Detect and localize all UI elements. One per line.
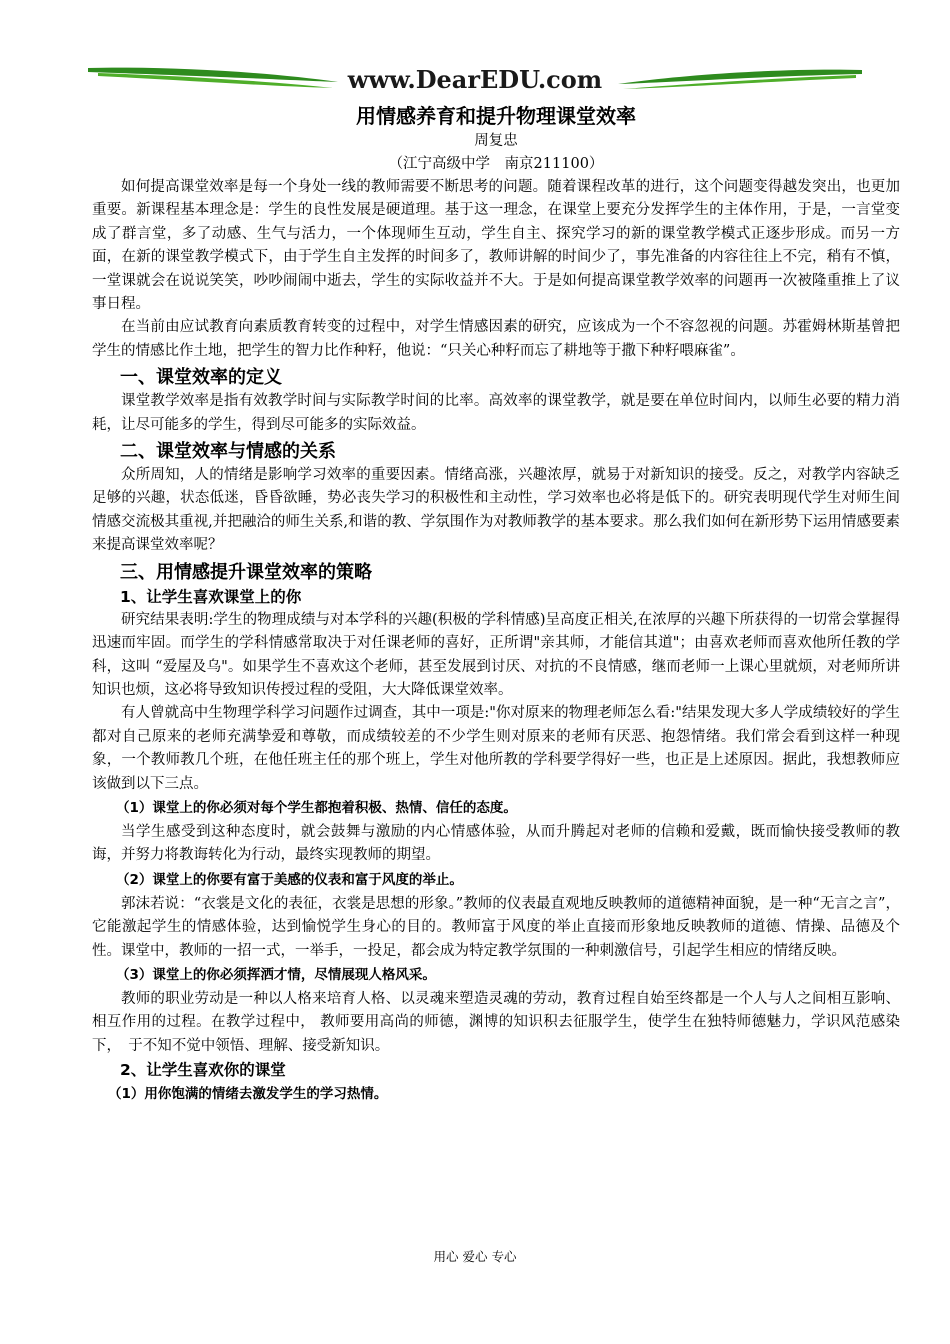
subsection-1-heading: 1、让学生喜欢课堂上的你 xyxy=(120,587,302,606)
section-1-heading: 一、课堂效率的定义 xyxy=(120,367,282,389)
section-2-heading: 二、课堂效率与情感的关系 xyxy=(120,441,336,463)
point-1-heading: （1）课堂上的你必须对每个学生都抱着积极、热情、信任的态度。 xyxy=(116,799,517,816)
subsection-1-paragraph-2: 有人曾就高中生物理学科学习问题作过调查，其中一项是:"你对原来的物理老师怎么看:"结果发现大多人学成绩较好的学生都对自己原来的老师充满挚爱和尊敬，而成绩较差的不少学生则对原来的老师有厌恶、抱怨情绪。我们常会看到这样一种现象，一个教师教几个班，在他任班主任的那个班上，学生对他所教的学科要学得好一些，也正是上述原因。据此，我想教师应该做到以下三点。 xyxy=(92,705,900,792)
subsection-2-point-1-heading: （1）用你饱满的情绪去激发学生的学习热情。 xyxy=(108,1086,388,1103)
article-body xyxy=(92,102,900,1107)
author-name: 周复忠 xyxy=(474,133,518,149)
banner-logo-text: www.DearEDU.com xyxy=(347,65,603,94)
article-title: 用情感养育和提升物理课堂效率 xyxy=(356,104,636,128)
page-footer: 用心 爱心 专心 xyxy=(433,1249,517,1264)
section-2-paragraph: 众所周知，人的情绪是影响学习效率的重要因素。情绪高涨，兴趣浓厚，就易于对新知识的接受。反之，对教学内容缺乏足够的兴趣，状态低迷，昏昏欲睡，势必丧失学习的积极性和主动性，学习效率也必将是低下的。研究表明现代学生对师生间情感交流极其重视,并把融洽的师生关系,和谐的教、学氛围作为对教师教学的基本要求。那么我们如何在新形势下运用情感要素来提高课堂效率呢？ xyxy=(92,467,900,554)
intro-paragraph-2: 在当前由应试教育向素质教育转变的过程中，对学生情感因素的研究，应该成为一个不容忽视的问题。苏霍姆林斯基曾把学生的情感比作土地，把学生的智力比作种籽，他说：“只关心种籽而忘了耕地等于撒下种籽喂麻雀”。 xyxy=(92,319,900,359)
author-affiliation: （江宁高级中学 南京211100） xyxy=(388,156,604,172)
point-1-paragraph: 当学生感受到这种态度时，就会鼓舞与激励的内心情感体验，从而升腾起对老师的信赖和爱戴，既而愉快接受教师的教诲，并努力将教诲转化为行动，最终实现教师的期望。 xyxy=(92,823,900,864)
site-banner-logo xyxy=(88,58,862,100)
subsection-1-paragraph-1: 研究结果表明:学生的物理成绩与对本学科的兴趣(积极的学科情感)呈高度正相关,在浓厚的兴趣下所获得的一切常会掌握得迅速而牢固。而学生的学科情感常取决于对任课老师的喜好，正所谓"亲其师，才能信其道"；由喜欢老师而喜欢他所任教的学科，这叫 “爱屋及乌"。如果学生不喜欢这个老师，甚至发展到讨厌、对抗的不良情感，继而老师一上课心里就烦，对老师所讲知识也烦，这必将导致知识传授过程的受阻，大大降低课堂效率。 xyxy=(92,611,900,698)
section-3-heading: 三、用情感提升课堂效率的策略 xyxy=(120,561,372,583)
intro-paragraph-1: 如何提高课堂效率是每一个身处一线的教师需要不断思考的问题。随着课程改革的进行，这个问题变得越发突出，也更加重要。新课程基本理念是：学生的良性发展是硬道理。基于这一理念，在课堂上要充分发挥学生的主体作用，于是，一言堂变成了群言堂，多了动感、生气与活力，一个体现师生互动，学生自主、探究学习的新的课堂教学模式正逐步形成。而另一方面，在新的课堂教学模式下，由于学生自主发挥的时间多了，教师讲解的时间少了，事先准备的内容往往上不完，稍有不慎，一堂课就会在说说笑笑，吵吵闹闹中逝去，学生的实际收益并不大。于是如何提高课堂教学效率的问题再一次被隆重推上了议事日程。 xyxy=(92,179,900,313)
point-2-paragraph: 郭沫若说：“衣裳是文化的表征，衣裳是思想的形象。”教师的仪表最直观地反映教师的道德精神面貌，是一种“无言之言”，它能激起学生的情感体验，达到愉悦学生身心的目的。教师富于风度的举止直接而形象地反映教师的道德、情操、品德及个性。课堂中，教师的一招一式，一举手，一投足，都会成为特定教学氛围的一种刺激信号，引起学生相应的情绪反映。 xyxy=(92,895,900,959)
point-3-paragraph: 教师的职业劳动是一种以人格来培育人格、以灵魂来塑造灵魂的劳动，教育过程自始至终都是一个人与人之间相互影响、相互作用的过程。在教学过程中， 教师要用高尚的师德，渊博的知识积去征服学生，使学生在独特师德魅力，学识风范感染下， 于不知不觉中领悟、理解、接受新知识。 xyxy=(92,990,900,1054)
point-2-heading: （2）课堂上的你要有富于美感的仪表和富于风度的举止。 xyxy=(116,871,463,888)
section-1-paragraph: 课堂教学效率是指有效教学时间与实际教学时间的比率。高效率的课堂教学，就是要在单位时间内，以师生必要的精力消耗，让尽可能多的学生，得到尽可能多的实际效益。 xyxy=(92,393,900,433)
subsection-2-heading: 2、让学生喜欢你的课堂 xyxy=(120,1061,286,1080)
point-3-heading: （3）课堂上的你必须挥洒才情，尽情展现人格风采。 xyxy=(116,966,436,983)
